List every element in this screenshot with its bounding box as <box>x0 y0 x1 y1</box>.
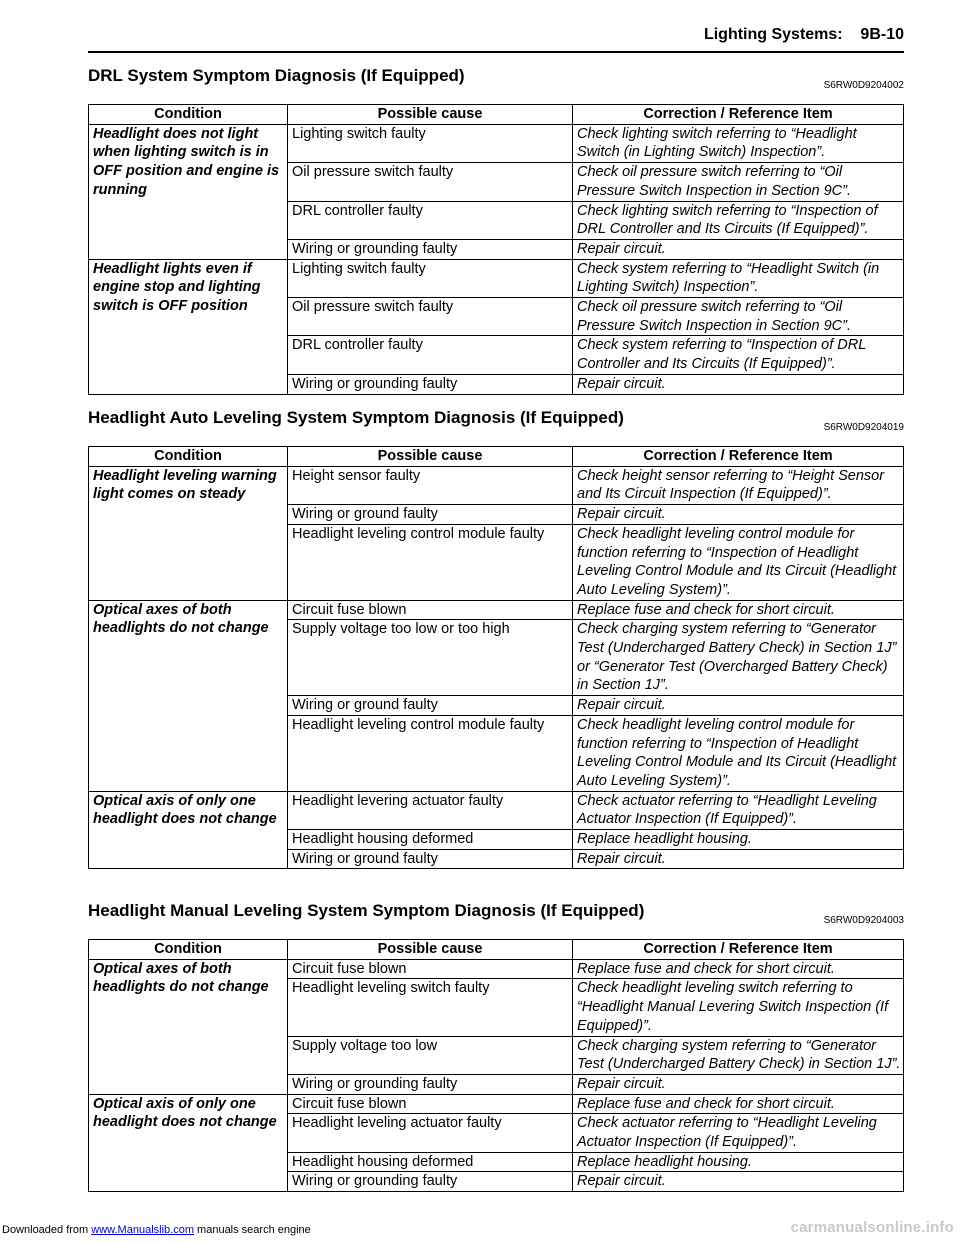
table-row <box>89 259 904 297</box>
possible-cause-cell: Supply voltage too low <box>288 1036 573 1074</box>
section-heading: Headlight Manual Leveling System Symptom Diagnosis (If Equipped) <box>88 901 645 920</box>
column-header-correction: Correction / Reference Item <box>573 105 904 125</box>
correction-cell: Check system referring to “Inspection of DRL Controller and Its Circuits (If Equipped)”. <box>573 336 904 374</box>
table-row <box>89 959 904 979</box>
watermark: carmanualsonline.info <box>790 1219 954 1236</box>
possible-cause-cell: Headlight leveling control module faulty <box>288 715 573 791</box>
possible-cause-cell: Wiring or grounding faulty <box>288 239 573 259</box>
section-title-auto-leveling <box>88 406 904 433</box>
column-header-correction: Correction / Reference Item <box>573 940 904 960</box>
column-header-cause: Possible cause <box>288 940 573 960</box>
header-page-number: 9B-10 <box>860 26 904 43</box>
table-row <box>89 600 904 620</box>
correction-cell: Repair circuit. <box>573 505 904 525</box>
section-heading: DRL System Symptom Diagnosis (If Equipped) <box>88 66 465 85</box>
possible-cause-cell: Wiring or grounding faulty <box>288 374 573 394</box>
condition-cell: Optical axis of only one headlight does not change <box>89 1094 288 1192</box>
correction-cell: Repair circuit. <box>573 849 904 869</box>
correction-cell: Replace fuse and check for short circuit. <box>573 600 904 620</box>
auto-leveling-diagnosis-table <box>88 446 904 869</box>
correction-cell: Check system referring to “Headlight Switch (in Lighting Switch) Inspection”. <box>573 259 904 297</box>
correction-cell: Check headlight leveling switch referring to “Headlight Manual Levering Switch Inspection (If Equipped)”. <box>573 979 904 1036</box>
correction-cell: Replace fuse and check for short circuit. <box>573 959 904 979</box>
footer-prefix: Downloaded from <box>2 1224 89 1236</box>
correction-cell: Replace headlight housing. <box>573 830 904 850</box>
possible-cause-cell: Circuit fuse blown <box>288 1094 573 1114</box>
column-header-cause: Possible cause <box>288 105 573 125</box>
section-code: S6RW0D9204002 <box>823 80 904 91</box>
correction-cell: Check oil pressure switch referring to “Oil Pressure Switch Inspection in Section 9C”. <box>573 163 904 201</box>
correction-cell: Repair circuit. <box>573 1172 904 1192</box>
correction-cell: Check actuator referring to “Headlight Leveling Actuator Inspection (If Equipped)”. <box>573 1114 904 1152</box>
column-header-cause: Possible cause <box>288 447 573 467</box>
correction-cell: Check headlight leveling control module for function referring to “Inspection of Headlight Leveling Control Module and Its Circuit (Headlight Auto Leveling System)”. <box>573 524 904 600</box>
possible-cause-cell: Headlight leveling control module faulty <box>288 524 573 600</box>
correction-cell: Replace fuse and check for short circuit. <box>573 1094 904 1114</box>
correction-cell: Repair circuit. <box>573 696 904 716</box>
table-row <box>89 1094 904 1114</box>
condition-cell: Headlight leveling warning light comes on steady <box>89 466 288 600</box>
possible-cause-cell: Headlight leveling switch faulty <box>288 979 573 1036</box>
possible-cause-cell: Headlight levering actuator faulty <box>288 791 573 829</box>
correction-cell: Repair circuit. <box>573 239 904 259</box>
section-code: S6RW0D9204019 <box>823 422 904 433</box>
possible-cause-cell: Headlight leveling actuator faulty <box>288 1114 573 1152</box>
condition-cell: Headlight lights even if engine stop and lighting switch is OFF position <box>89 259 288 394</box>
download-footer <box>2 1224 311 1236</box>
column-header-condition: Condition <box>89 940 288 960</box>
header-rule <box>88 51 904 53</box>
possible-cause-cell: Height sensor faulty <box>288 466 573 504</box>
possible-cause-cell: Wiring or grounding faulty <box>288 1074 573 1094</box>
section-code: S6RW0D9204003 <box>823 915 904 926</box>
correction-cell: Check height sensor referring to “Height Sensor and Its Circuit Inspection (If Equipped)”. <box>573 466 904 504</box>
possible-cause-cell: Wiring or grounding faulty <box>288 1172 573 1192</box>
possible-cause-cell: Oil pressure switch faulty <box>288 163 573 201</box>
table-row <box>89 466 904 504</box>
footer-suffix: manuals search engine <box>197 1224 311 1236</box>
possible-cause-cell: Wiring or ground faulty <box>288 505 573 525</box>
correction-cell: Check actuator referring to “Headlight Leveling Actuator Inspection (If Equipped)”. <box>573 791 904 829</box>
correction-cell: Replace headlight housing. <box>573 1152 904 1172</box>
correction-cell: Check lighting switch referring to “Headlight Switch (in Lighting Switch) Inspection”. <box>573 124 904 162</box>
possible-cause-cell: Lighting switch faulty <box>288 259 573 297</box>
manualslib-link[interactable]: www.Manualslib.com <box>91 1224 194 1236</box>
section-heading: Headlight Auto Leveling System Symptom Diagnosis (If Equipped) <box>88 408 624 427</box>
possible-cause-cell: DRL controller faulty <box>288 201 573 239</box>
correction-cell: Check oil pressure switch referring to “Oil Pressure Switch Inspection in Section 9C”. <box>573 298 904 336</box>
condition-cell: Headlight does not light when lighting switch is in OFF position and engine is running <box>89 124 288 259</box>
possible-cause-cell: Wiring or ground faulty <box>288 696 573 716</box>
correction-cell: Check charging system referring to “Generator Test (Undercharged Battery Check) in Section 1J” or “Generator Test (Overcharged Battery Check) in Section 1J”. <box>573 620 904 696</box>
correction-cell: Check charging system referring to “Generator Test (Undercharged Battery Check) in Section 1J”. <box>573 1036 904 1074</box>
possible-cause-cell: Headlight housing deformed <box>288 1152 573 1172</box>
possible-cause-cell: Oil pressure switch faulty <box>288 298 573 336</box>
column-header-condition: Condition <box>89 447 288 467</box>
section-title-manual-leveling <box>88 899 904 926</box>
possible-cause-cell: Circuit fuse blown <box>288 959 573 979</box>
drl-diagnosis-table <box>88 104 904 395</box>
possible-cause-cell: Headlight housing deformed <box>288 830 573 850</box>
condition-cell: Optical axes of both headlights do not change <box>89 600 288 791</box>
possible-cause-cell: Circuit fuse blown <box>288 600 573 620</box>
correction-cell: Check headlight leveling control module for function referring to “Inspection of Headlight Leveling Control Module and Its Circuit (Headlight Auto Leveling System)”. <box>573 715 904 791</box>
possible-cause-cell: DRL controller faulty <box>288 336 573 374</box>
condition-cell: Optical axis of only one headlight does not change <box>89 791 288 869</box>
table-row <box>89 124 904 162</box>
section-title-drl <box>88 64 904 91</box>
column-header-correction: Correction / Reference Item <box>573 447 904 467</box>
table-row <box>89 791 904 829</box>
correction-cell: Repair circuit. <box>573 374 904 394</box>
correction-cell: Repair circuit. <box>573 1074 904 1094</box>
condition-cell: Optical axes of both headlights do not change <box>89 959 288 1094</box>
header-title: Lighting Systems: <box>703 26 843 43</box>
possible-cause-cell: Supply voltage too low or too high <box>288 620 573 696</box>
manual-leveling-diagnosis-table <box>88 939 904 1192</box>
page-header <box>88 26 904 50</box>
column-header-condition: Condition <box>89 105 288 125</box>
possible-cause-cell: Lighting switch faulty <box>288 124 573 162</box>
correction-cell: Check lighting switch referring to “Inspection of DRL Controller and Its Circuits (If Equipped)”. <box>573 201 904 239</box>
possible-cause-cell: Wiring or ground faulty <box>288 849 573 869</box>
